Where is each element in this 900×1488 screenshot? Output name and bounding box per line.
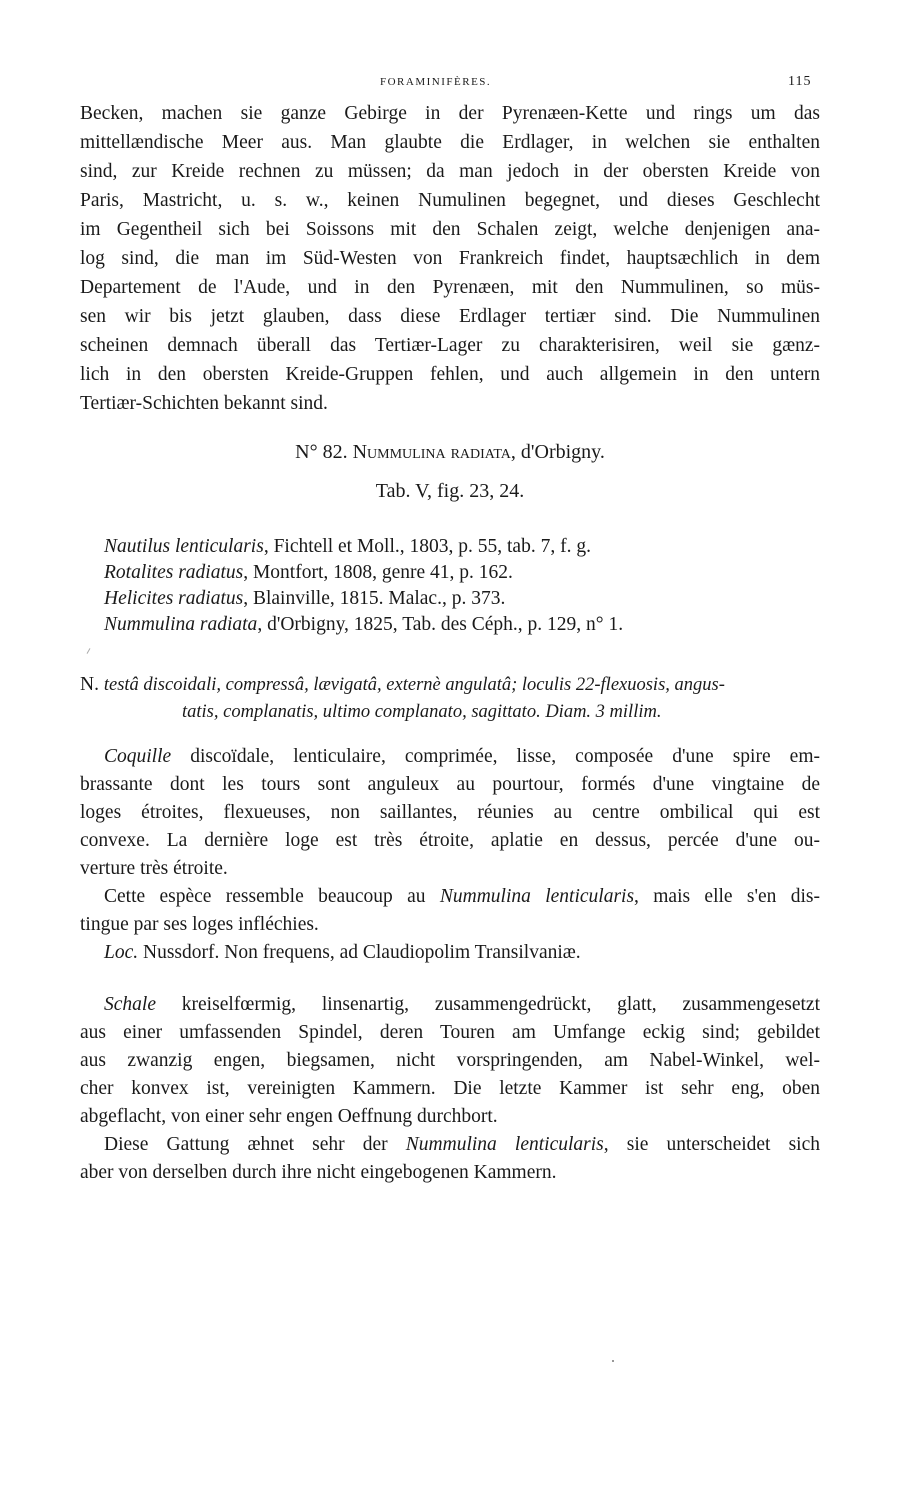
text-line: scheinen demnach überall das Tertiær-Lager zu charakterisiren, weil sie gænz- — [80, 335, 820, 356]
text-line — [104, 746, 820, 768]
text-line — [104, 1134, 820, 1156]
text-line: log sind, die man im Süd-Westen von Frankreich findet, hauptsæchlich in dem — [80, 248, 820, 269]
species-plate: Tab. V, fig. 23, 24. — [375, 480, 525, 502]
running-head: FORAMINIFÈRES. — [380, 76, 492, 88]
synonym-ref: , Blainville, 1815. Malac., p. 373. — [243, 588, 506, 609]
text-line: lich in den obersten Kreide-Gruppen fehlen, und auch allgemein in den untern — [80, 364, 820, 385]
page-number: 115 — [788, 74, 812, 89]
synonym-entry — [104, 614, 804, 636]
species-author: , d'Orbigny. — [510, 441, 605, 463]
french-first-line: discoïdale, lenticulaire, comprimée, lisse, composée d'une spire em- — [171, 746, 820, 767]
diagnosis-text: testâ discoidali, compressâ, lævigatâ, externè angulatâ; loculis 22-flexuosis, angus- — [103, 675, 725, 695]
stray-dot — [612, 1360, 614, 1362]
text-line: Tertiær-Schichten bekannt sind. — [80, 393, 328, 414]
text-line: Departement de l'Aude, und in den Pyrenæen, mit den Nummulinen, so müs- — [80, 277, 820, 298]
synonym-name: Rotalites radiatus — [104, 562, 244, 583]
text-line — [104, 886, 820, 908]
diagnosis-line — [80, 674, 820, 696]
french-compare-species: Nummulina lenticularis — [439, 886, 635, 907]
species-name: Nummulina radiata — [352, 441, 511, 463]
locality-label: Loc. — [104, 942, 139, 963]
synonym-entry — [104, 562, 804, 584]
synonym-name: Helicites radiatus — [104, 588, 244, 609]
text-line: Becken, machen sie ganze Gebirge in der Pyrenæen-Kette und rings um das — [80, 103, 820, 124]
diagnosis-line: tatis, complanatis, ultimo complanato, sagittato. Diam. 3 millim. — [182, 702, 662, 722]
stray-mark — [87, 648, 91, 654]
german-first-word: Schale — [104, 994, 156, 1015]
page-header — [0, 76, 900, 96]
text-line: sen wir bis jetzt glauben, dass diese Erdlager tertiær sind. Die Nummulinen — [80, 306, 820, 327]
synonym-ref: , Montfort, 1808, genre 41, p. 162. — [243, 562, 513, 583]
synonym-ref: , Fichtell et Moll., 1803, p. 55, tab. 7, f. g. — [263, 536, 591, 557]
synonym-name: Nautilus lenticularis — [104, 536, 264, 557]
german-compare-before: Diese Gattung æhnet sehr der — [104, 1134, 406, 1155]
german-compare-species: Nummulina lenticularis — [405, 1134, 604, 1155]
french-compare-before: Cette espèce ressemble beaucoup au — [104, 886, 440, 907]
text-line: Paris, Mastricht, u. s. w., keinen Numulinen begegnet, und dieses Geschlecht — [80, 190, 820, 211]
text-line: aber von derselben durch ihre nicht eingebogenen Kammern. — [80, 1162, 557, 1183]
french-compare-after: , mais elle s'en dis- — [634, 886, 820, 907]
synonym-name: Nummulina radiata — [104, 614, 258, 635]
text-line: verture très étroite. — [80, 858, 228, 879]
text-line: aus einer umfassenden Spindel, deren Touren am Umfange eckig sind; gebildet — [80, 1022, 820, 1043]
species-heading — [80, 441, 820, 464]
text-line: loges étroites, flexueuses, non saillantes, réunies au centre ombilical qui est — [80, 802, 820, 823]
locality-text: Nussdorf. Non frequens, ad Claudiopolim Transilvaniæ. — [138, 942, 581, 963]
text-line: tingue par ses loges infléchies. — [80, 914, 319, 935]
text-line: cher konvex ist, vereinigten Kammern. Die letzte Kammer ist sehr eng, oben — [80, 1078, 820, 1099]
french-first-word: Coquille — [104, 746, 172, 767]
german-first-line: kreiselfœrmig, linsenartig, zusammengedrückt, glatt, zusammengesetzt — [155, 994, 820, 1015]
text-line — [104, 994, 820, 1016]
text-line: aus zwanzig engen, biegsamen, nicht vorspringenden, am Nabel-Winkel, wel- — [80, 1050, 820, 1071]
synonym-ref: , d'Orbigny, 1825, Tab. des Céph., p. 129, n° 1. — [257, 614, 624, 635]
locality-line — [104, 942, 820, 964]
text-line: sind, zur Kreide rechnen zu müssen; da man jedoch in der obersten Kreide von — [80, 161, 820, 182]
text-line: im Gegentheil sich bei Soissons mit den Schalen zeigt, welche denjenigen ana- — [80, 219, 820, 240]
text-line: brassante dont les tours sont anguleux au pourtour, formés d'une vingtaine de — [80, 774, 820, 795]
synonym-entry — [104, 536, 804, 558]
diagnosis-prefix: N. — [80, 674, 99, 695]
text-line: convexe. La dernière loge est très étroite, aplatie en dessus, percée d'une ou- — [80, 830, 820, 851]
synonym-entry — [104, 588, 804, 610]
german-compare-after: , sie unterscheidet sich — [603, 1134, 820, 1155]
text-line: mittellændische Meer aus. Man glaubte die Erdlager, in welchen sie enthalten — [80, 132, 820, 153]
species-number: N° 82. — [295, 441, 348, 463]
text-line: abgeflacht, von einer sehr engen Oeffnung durchbort. — [80, 1106, 498, 1127]
